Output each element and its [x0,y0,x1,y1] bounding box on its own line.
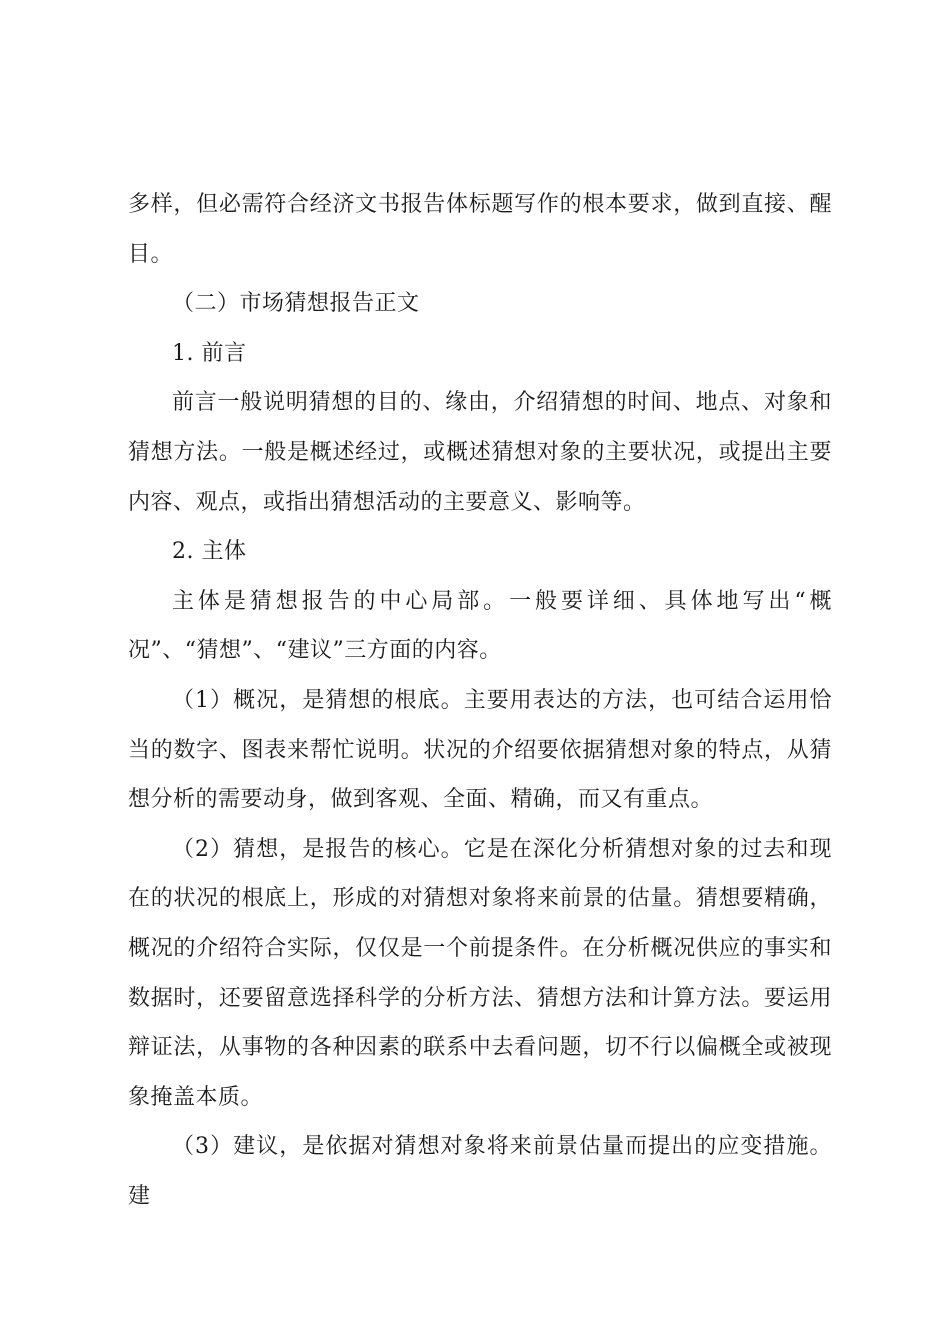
paragraph-suggestion: （3）建议，是依据对猜想对象将来前景估量而提出的应变措施。建 [128,1134,832,1209]
paragraph-forecast: （2）猜想，是报告的核心。它是在深化分析猜想对象的过去和现在的状况的根底上，形成的对猜想对象将来前景的估量。猜想要精确，概况的介绍符合实际，仅仅是一个前提条件。在分析概况供应的事实和数据时，还要留意选择科学的分析方法、猜想方法和计算方法。要运用辩证法，从事物的各种因素的联系中去看问题，切不行以偏概全或被现象掩盖本质。 [128,836,832,1110]
paragraph-preface: 前言一般说明猜想的目的、缘由，介绍猜想的时间、地点、对象和猜想方法。一般是概述经过，或概述猜想对象的主要状况，或提出主要内容、观点，或指出猜想活动的主要意义、影响等。 [128,390,832,515]
subheading-preface: 1. 前言 [172,340,247,366]
document-body [128,180,832,1221]
section-heading-report-body: （二）市场猜想报告正文 [172,291,420,317]
paragraph-main-body: 主体是猜想报告的中心局部。一般要详细、具体地写出“概况”、“猜想”、“建议”三方面的内容。 [128,588,832,664]
paragraph-overview: （1）概况，是猜想的根底。主要用表达的方法，也可结合运用恰当的数字、图表来帮忙说明。状况的介绍要依据猜想对象的特点，从猜想分析的需要动身，做到客观、全面、精确，而又有重点。 [128,687,832,813]
subheading-main-body: 2. 主体 [172,539,247,565]
paragraph-continuation: 多样，但必需符合经济文书报告体标题写作的根本要求，做到直接、醒目。 [128,192,832,267]
